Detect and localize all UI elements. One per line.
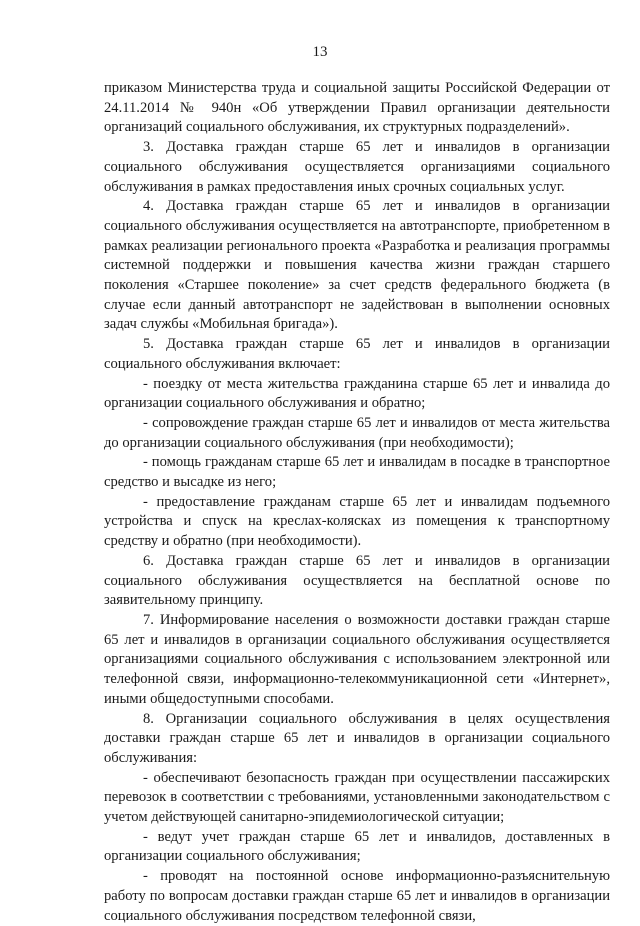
- list-item-boarding-help: - помощь гражданам старше 65 лет и инвалидам в посадке в транспортное средство и высадке из него;: [104, 454, 610, 491]
- paragraph-item-5: 5. Доставка граждан старше 65 лет и инвалидов в организации социального обслуживания включает:: [104, 336, 610, 372]
- list-item-lifting-device: - предоставление гражданам старше 65 лет и инвалидам подъемного устройства и спуск на креслах-колясках из помещения к транспортному средству и обратно (при необходимости).: [104, 493, 610, 550]
- list-item-records: - ведут учет граждан старше 65 лет и инвалидов, доставленных в организации социального обслуживания;: [104, 828, 610, 865]
- paragraph-item-7: 7. Информирование населения о возможности доставки граждан старше 65 лет и инвалидов в организации социального обслуживания осуществляется организациями социального обслуживания с использованием электронной или телефонной связи, информационно-телекоммуникационной сети «Интернет», иными общедоступными способами.: [104, 611, 610, 707]
- list-item-escort: - сопровождение граждан старше 65 лет и инвалидов от места жительства до организации социального обслуживания (при необходимости);: [104, 414, 610, 451]
- paragraph-order-reference: приказом Министерства труда и социальной защиты Российской Федерации от 24.11.2014 № 940н «Об утверждении Правил организации деятельности организаций социального обслуживания, их структурных подразделений».: [104, 80, 610, 136]
- paragraph-item-8: 8. Организации социального обслуживания в целях осуществления доставки граждан старше 65 лет и инвалидов в организации социального обслуживания:: [104, 710, 610, 766]
- list-item-information-work: - проводят на постоянной основе информационно-разъяснительную работу по вопросам доставки граждан старше 65 лет и инвалидов в организации социального обслуживания посредством телефонной связи,: [104, 868, 610, 924]
- list-item-trip: - поездку от места жительства гражданина старше 65 лет и инвалида до организации социального обслуживания и обратно;: [104, 375, 610, 412]
- list-item-safety: - обеспечивают безопасность граждан при осуществлении пассажирских перевозок в соответствии с требованиями, установленными законодательством с учетом действующей санитарно-эпидемиологической ситуации;: [104, 769, 610, 826]
- paragraph-item-3: 3. Доставка граждан старше 65 лет и инвалидов в организации социального обслуживания осуществляется организациями социального обслуживания в рамках предоставления иных срочных социальных услуг.: [104, 139, 610, 195]
- paragraph-item-4: 4. Доставка граждан старше 65 лет и инвалидов в организации социального обслуживания осуществляется на автотранспорте, приобретенном в рамках реализации регионального проекта «Разработка и реализация программы системной поддержки и повышения качества жизни граждан старшего поколения «Старшее поколение» за счет средств федерального бюджета (в случае если данный автотранспорт не задействован в выполнении основных задач службы «Мобильная бригада»).: [104, 198, 610, 333]
- document-body: [104, 79, 610, 926]
- paragraph-item-6: 6. Доставка граждан старше 65 лет и инвалидов в организации социального обслуживания осуществляется на бесплатной основе по заявительному принципу.: [104, 552, 610, 609]
- page-number: 13: [312, 44, 328, 60]
